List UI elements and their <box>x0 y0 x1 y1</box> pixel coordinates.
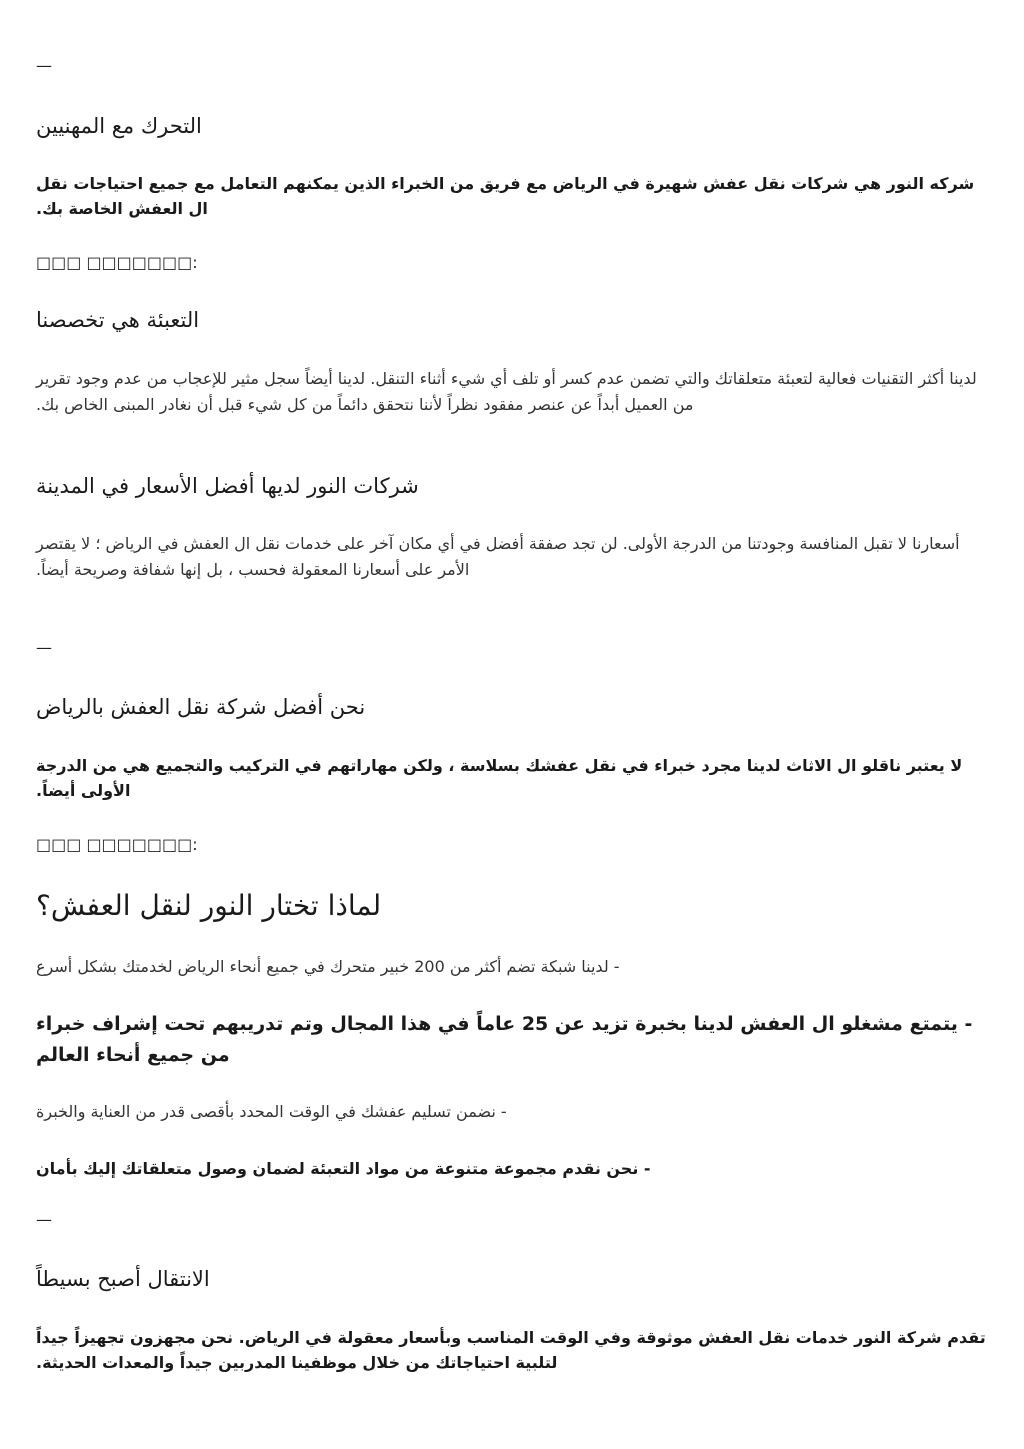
heading-moving-pros: التحرك مع المهنيين <box>36 114 202 138</box>
paragraph-packing: لدينا أكثر التقنيات فعالية لتعبئة متعلقاتك والتي تضمن عدم كسر أو تلف أي شيء أثناء التنقل. لدينا أيضاً سجل مثير للإعجاب من عدم وجود تقرير من العميل أبداً عن عنصر مفقود نظراً لأننا نتحقق دائماً من كل شيء قبل أن نغادر المبنى الخاص بك. <box>36 369 977 414</box>
heading-simple-moving: الانتقال أصبح بسيطاً <box>36 1267 210 1291</box>
list-item: - يتمتع مشغلو ال العفش لدينا بخبرة تزيد عن 25 عاماً في هذا المجال وتم تدريبهم تحت إشراف خبراء من جميع أنحاء العالم <box>36 1013 973 1066</box>
separator: — <box>36 638 52 657</box>
heading-best-company: نحن أفضل شركة نقل العفش بالرياض <box>36 695 366 719</box>
paragraph-best-company: لا يعتبر ناقلو ال الاثاث لدينا مجرد خبراء في نقل عفشك بسلاسة ، ولكن مهاراتهم في التركيب والتجميع هي من الدرجة الأولى أيضاً. <box>36 756 963 800</box>
paragraph-simple-moving: تقدم شركة النور خدمات نقل العفش موثوقة وفي الوقت المناسب وبأسعار معقولة في الرياض. نحن مجهزون تجهيزاً جيداً لتلبية احتياجاتك من خلال موظفينا المدربين جيداً والمعدات الحديثة. <box>36 1328 986 1372</box>
heading-why-us: لماذا تختار النور لنقل العفش؟ <box>36 889 382 922</box>
list-item: - نضمن تسليم عفشك في الوقت المحدد بأقصى قدر من العناية والخبرة <box>36 1102 507 1121</box>
separator: — <box>36 1210 52 1229</box>
paragraph-prices: أسعارنا لا تقبل المنافسة وجودتنا من الدرجة الأولى. لن تجد صفقة أفضل في أي مكان آخر على خدمات نقل ال العفش في الرياض ؛ لا يقتصر الأمر على أسعارنا المعقولة فحسب ، بل إنها شفافة وصريحة أيضاً. <box>36 534 960 579</box>
label-placeholder: □□□ □□□□□□□: <box>36 253 198 272</box>
list-item: - نحن نقدم مجموعة متنوعة من مواد التعبئة لضمان وصول متعلقاتك إليك بأمان <box>36 1159 651 1178</box>
paragraph-moving-pros: شركه النور هي شركات نقل عفش شهيرة في الرياض مع فريق من الخبراء الذين يمكنهم التعامل مع جميع احتياجات نقل ال العفش الخاصة بك. <box>36 174 975 218</box>
list-item: - لدينا شبكة تضم أكثر من 200 خبير متحرك في جميع أنحاء الرياض لخدمتك بشكل أسرع <box>36 957 620 976</box>
label-placeholder: □□□ □□□□□□□: <box>36 835 198 854</box>
heading-packing: التعبئة هي تخصصنا <box>36 308 200 332</box>
separator: — <box>36 56 52 75</box>
heading-prices: شركات النور لديها أفضل الأسعار في المدينة <box>36 474 419 498</box>
